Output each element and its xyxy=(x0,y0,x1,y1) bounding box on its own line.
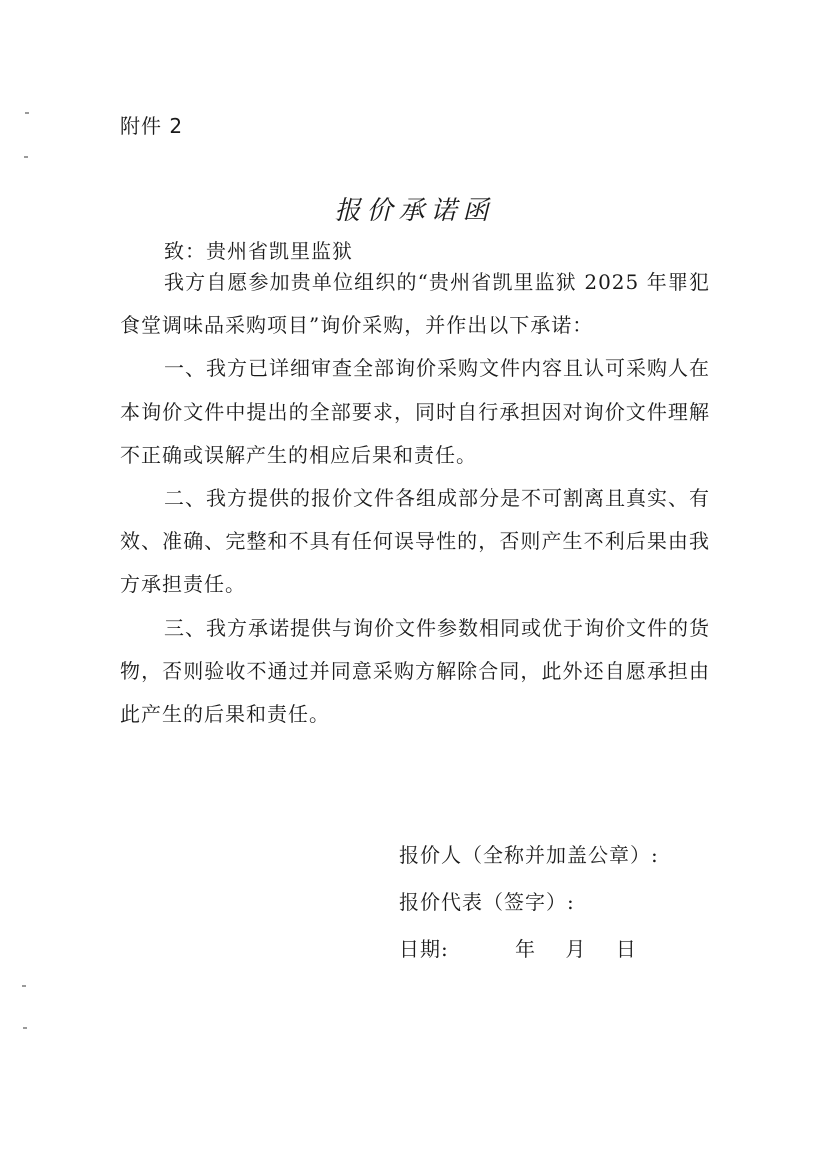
commitment-paragraph-2: 二、我方提供的报价文件各组成部分是不可割离且真实、有效、准确、完整和不具有任何误导性的，否则产生不利后果由我方承担责任。 xyxy=(120,486,710,597)
recipient-line: 致：贵州省凯里监狱 xyxy=(164,239,353,263)
body-text xyxy=(120,261,710,736)
scan-mark xyxy=(23,1027,27,1029)
representative-line: 报价代表（签字）: xyxy=(399,890,575,914)
commitment-paragraph-3: 三、我方承诺提供与询价文件参数相同或优于询价文件的货物，否则验收不通过并同意采购方解除合同，此外还自愿承担由此产生的后果和责任。 xyxy=(120,615,710,727)
signature-block xyxy=(399,832,659,973)
scan-mark xyxy=(24,156,28,158)
scan-mark xyxy=(22,985,26,987)
attachment-label: 附件 2 xyxy=(120,114,184,138)
intro-paragraph: 我方自愿参加贵单位组织的“贵州省凯里监狱 2025 年罪犯食堂调味品采购项目”询价采购，并作出以下承诺： xyxy=(120,270,710,338)
scan-mark xyxy=(25,112,29,114)
commitment-paragraph-1: 一、我方已详细审查全部询价采购文件内容且认可采购人在本询价文件中提出的全部要求，同时自行承担因对询价文件理解不正确或误解产生的相应后果和责任。 xyxy=(120,356,710,467)
bidder-line: 报价人（全称并加盖公章）: xyxy=(399,843,659,867)
document-title: 报价承诺函 xyxy=(334,196,495,226)
date-line: 日期: 年 月 日 xyxy=(399,937,637,961)
